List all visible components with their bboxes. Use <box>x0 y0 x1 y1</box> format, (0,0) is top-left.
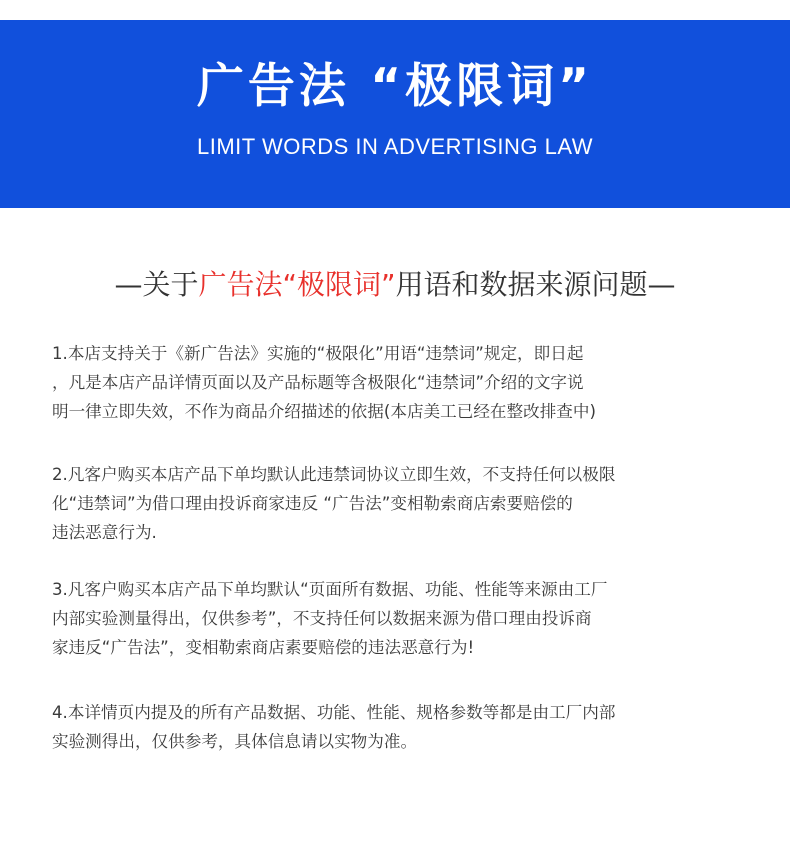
paragraph-1 <box>52 339 742 426</box>
banner-subtitle: LIMIT WORDS IN ADVERTISING LAW <box>197 134 593 159</box>
paragraph-line: 4.本详情页内提及的所有产品数据、功能、性能、规格参数等都是由工厂内部 <box>52 703 616 722</box>
banner-title: 广告法 “极限词” <box>196 59 594 114</box>
paragraph-2 <box>52 460 742 547</box>
paragraph-line: 实验测得出，仅供参考，具体信息请以实物为准。 <box>52 732 418 751</box>
section-heading-suffix: 用语和数据来源问题— <box>395 268 676 301</box>
paragraph-line: 家违反“广告法”，变相勒索商店素要赔偿的违法恶意行为! <box>52 638 475 657</box>
paragraph-line: 化“违禁词”为借口理由投诉商家违反 “广告法”变相勒索商店索要赔偿的 <box>52 494 573 513</box>
paragraph-line: 3.凡客户购买本店产品下单均默认“页面所有数据、功能、性能等来源由工厂 <box>52 580 608 599</box>
section-heading-prefix: —关于 <box>114 268 199 301</box>
paragraph-4 <box>52 698 742 756</box>
section-heading-highlight: 广告法“极限词” <box>198 268 396 301</box>
paragraph-line: 明一律立即失效，不作为商品介绍描述的依据(本店美工已经在整改排查中) <box>52 402 596 421</box>
paragraph-3 <box>52 575 742 662</box>
paragraph-line: 违法恶意行为. <box>52 523 157 542</box>
paragraph-line: 1.本店支持关于《新广告法》实施的“极限化”用语“违禁词”规定，即日起 <box>52 344 584 363</box>
paragraph-line: 内部实验测量得出，仅供参考”，不支持任何以数据来源为借口理由投诉商 <box>52 609 592 628</box>
section-heading <box>0 262 790 308</box>
paragraph-line: ，凡是本店产品详情页面以及产品标题等含极限化“违禁词”介绍的文字说 <box>52 373 584 392</box>
paragraph-line: 2.凡客户购买本店产品下单均默认此违禁词协议立即生效，不支持任何以极限 <box>52 465 616 484</box>
header-banner <box>0 20 790 208</box>
